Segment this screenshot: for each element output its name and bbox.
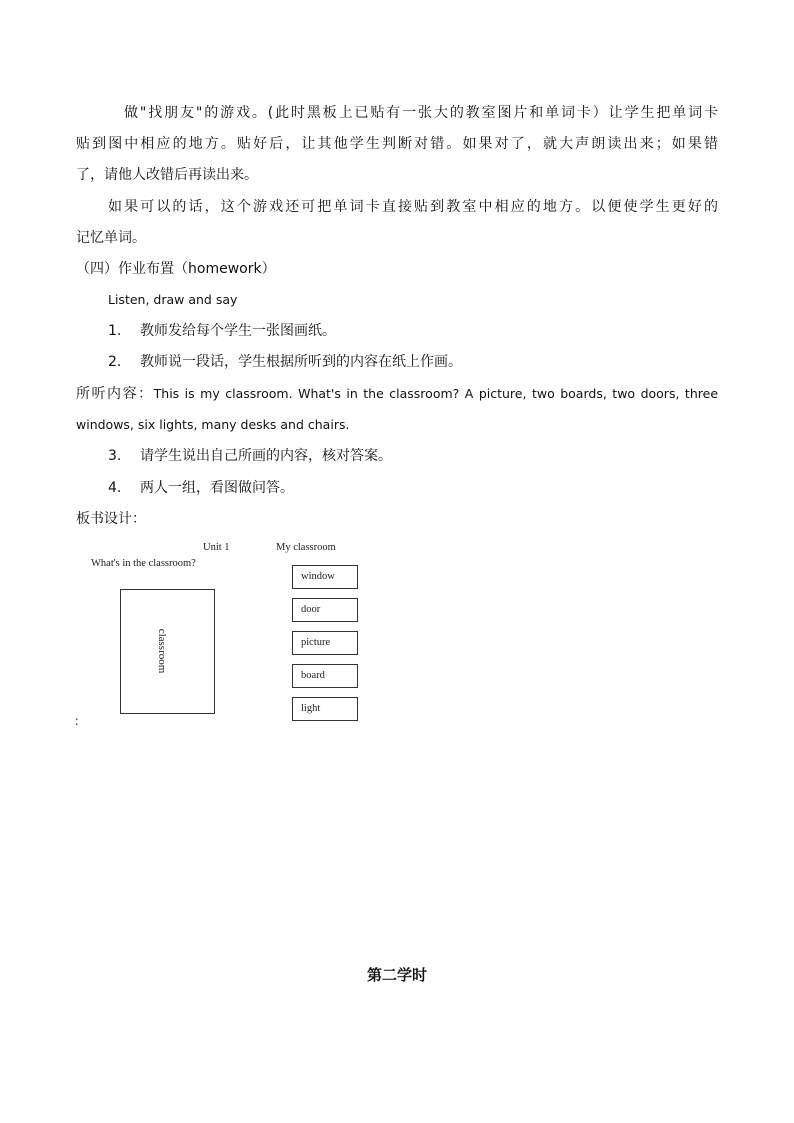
listen-label: 所听内容：	[76, 386, 154, 402]
paragraph-2-line-1: 如果可以的话，这个游戏还可把单词卡直接贴到教室中相应的地方。以便使学生更好的	[108, 199, 718, 215]
word-card-label: picture	[301, 637, 331, 648]
classroom-picture-label: classroom	[156, 628, 168, 674]
step-number: 1.	[108, 323, 122, 339]
listen-text-1: This is my classroom. What's in the classroom? A picture, two boards, two doors, three	[153, 386, 719, 401]
word-card-window	[292, 565, 358, 589]
word-card-label: window	[301, 571, 335, 582]
word-card-board	[292, 664, 358, 688]
homework-step-2	[108, 352, 718, 372]
step-text: 教师发给每个学生一张图画纸。	[140, 323, 336, 339]
step-text: 教师说一段话，学生根据所听到的内容在纸上作画。	[140, 354, 462, 370]
homework-heading: （四）作业布置（homework）	[76, 261, 276, 277]
board-design-label: 板书设计：	[76, 511, 146, 527]
step-number: 3.	[108, 448, 122, 464]
step-number: 4.	[108, 480, 122, 496]
word-card-label: light	[301, 703, 321, 714]
listen-content-line-1	[76, 384, 718, 404]
paragraph-1-line-2: 贴到图中相应的地方。贴好后，让其他学生判断对错。如果对了，就大声朗读出来；如果错	[76, 136, 718, 152]
trailing-colon: ：	[74, 714, 87, 728]
paragraph-1-line-1: 做"找朋友"的游戏。(此时黑板上已贴有一张大的教室图片和单词卡）让学生把单词卡	[124, 105, 718, 121]
board-unit: Unit 1	[203, 542, 230, 553]
paragraph-1-line-3: 了，请他人改错后再读出来。	[76, 167, 258, 183]
step-number: 2.	[108, 354, 122, 370]
homework-step-1	[108, 321, 718, 341]
step-text: 请学生说出自己所画的内容，核对答案。	[140, 448, 392, 464]
homework-subtitle: Listen, draw and say	[108, 292, 238, 307]
homework-step-3	[108, 446, 718, 466]
word-card-label: board	[301, 670, 325, 681]
word-card-picture	[292, 631, 358, 655]
board-question: What's in the classroom?	[91, 558, 196, 569]
listen-content-line-2: windows, six lights, many desks and chairs.	[76, 417, 350, 432]
section-heading-second-lesson: 第二学时	[366, 966, 427, 984]
board-title: My classroom	[276, 542, 336, 553]
word-card-label: door	[301, 604, 321, 615]
step-text: 两人一组，看图做问答。	[140, 480, 294, 496]
word-card-light	[292, 697, 358, 721]
word-card-door	[292, 598, 358, 622]
homework-step-4	[108, 478, 718, 498]
paragraph-2-line-2: 记忆单词。	[76, 230, 146, 246]
